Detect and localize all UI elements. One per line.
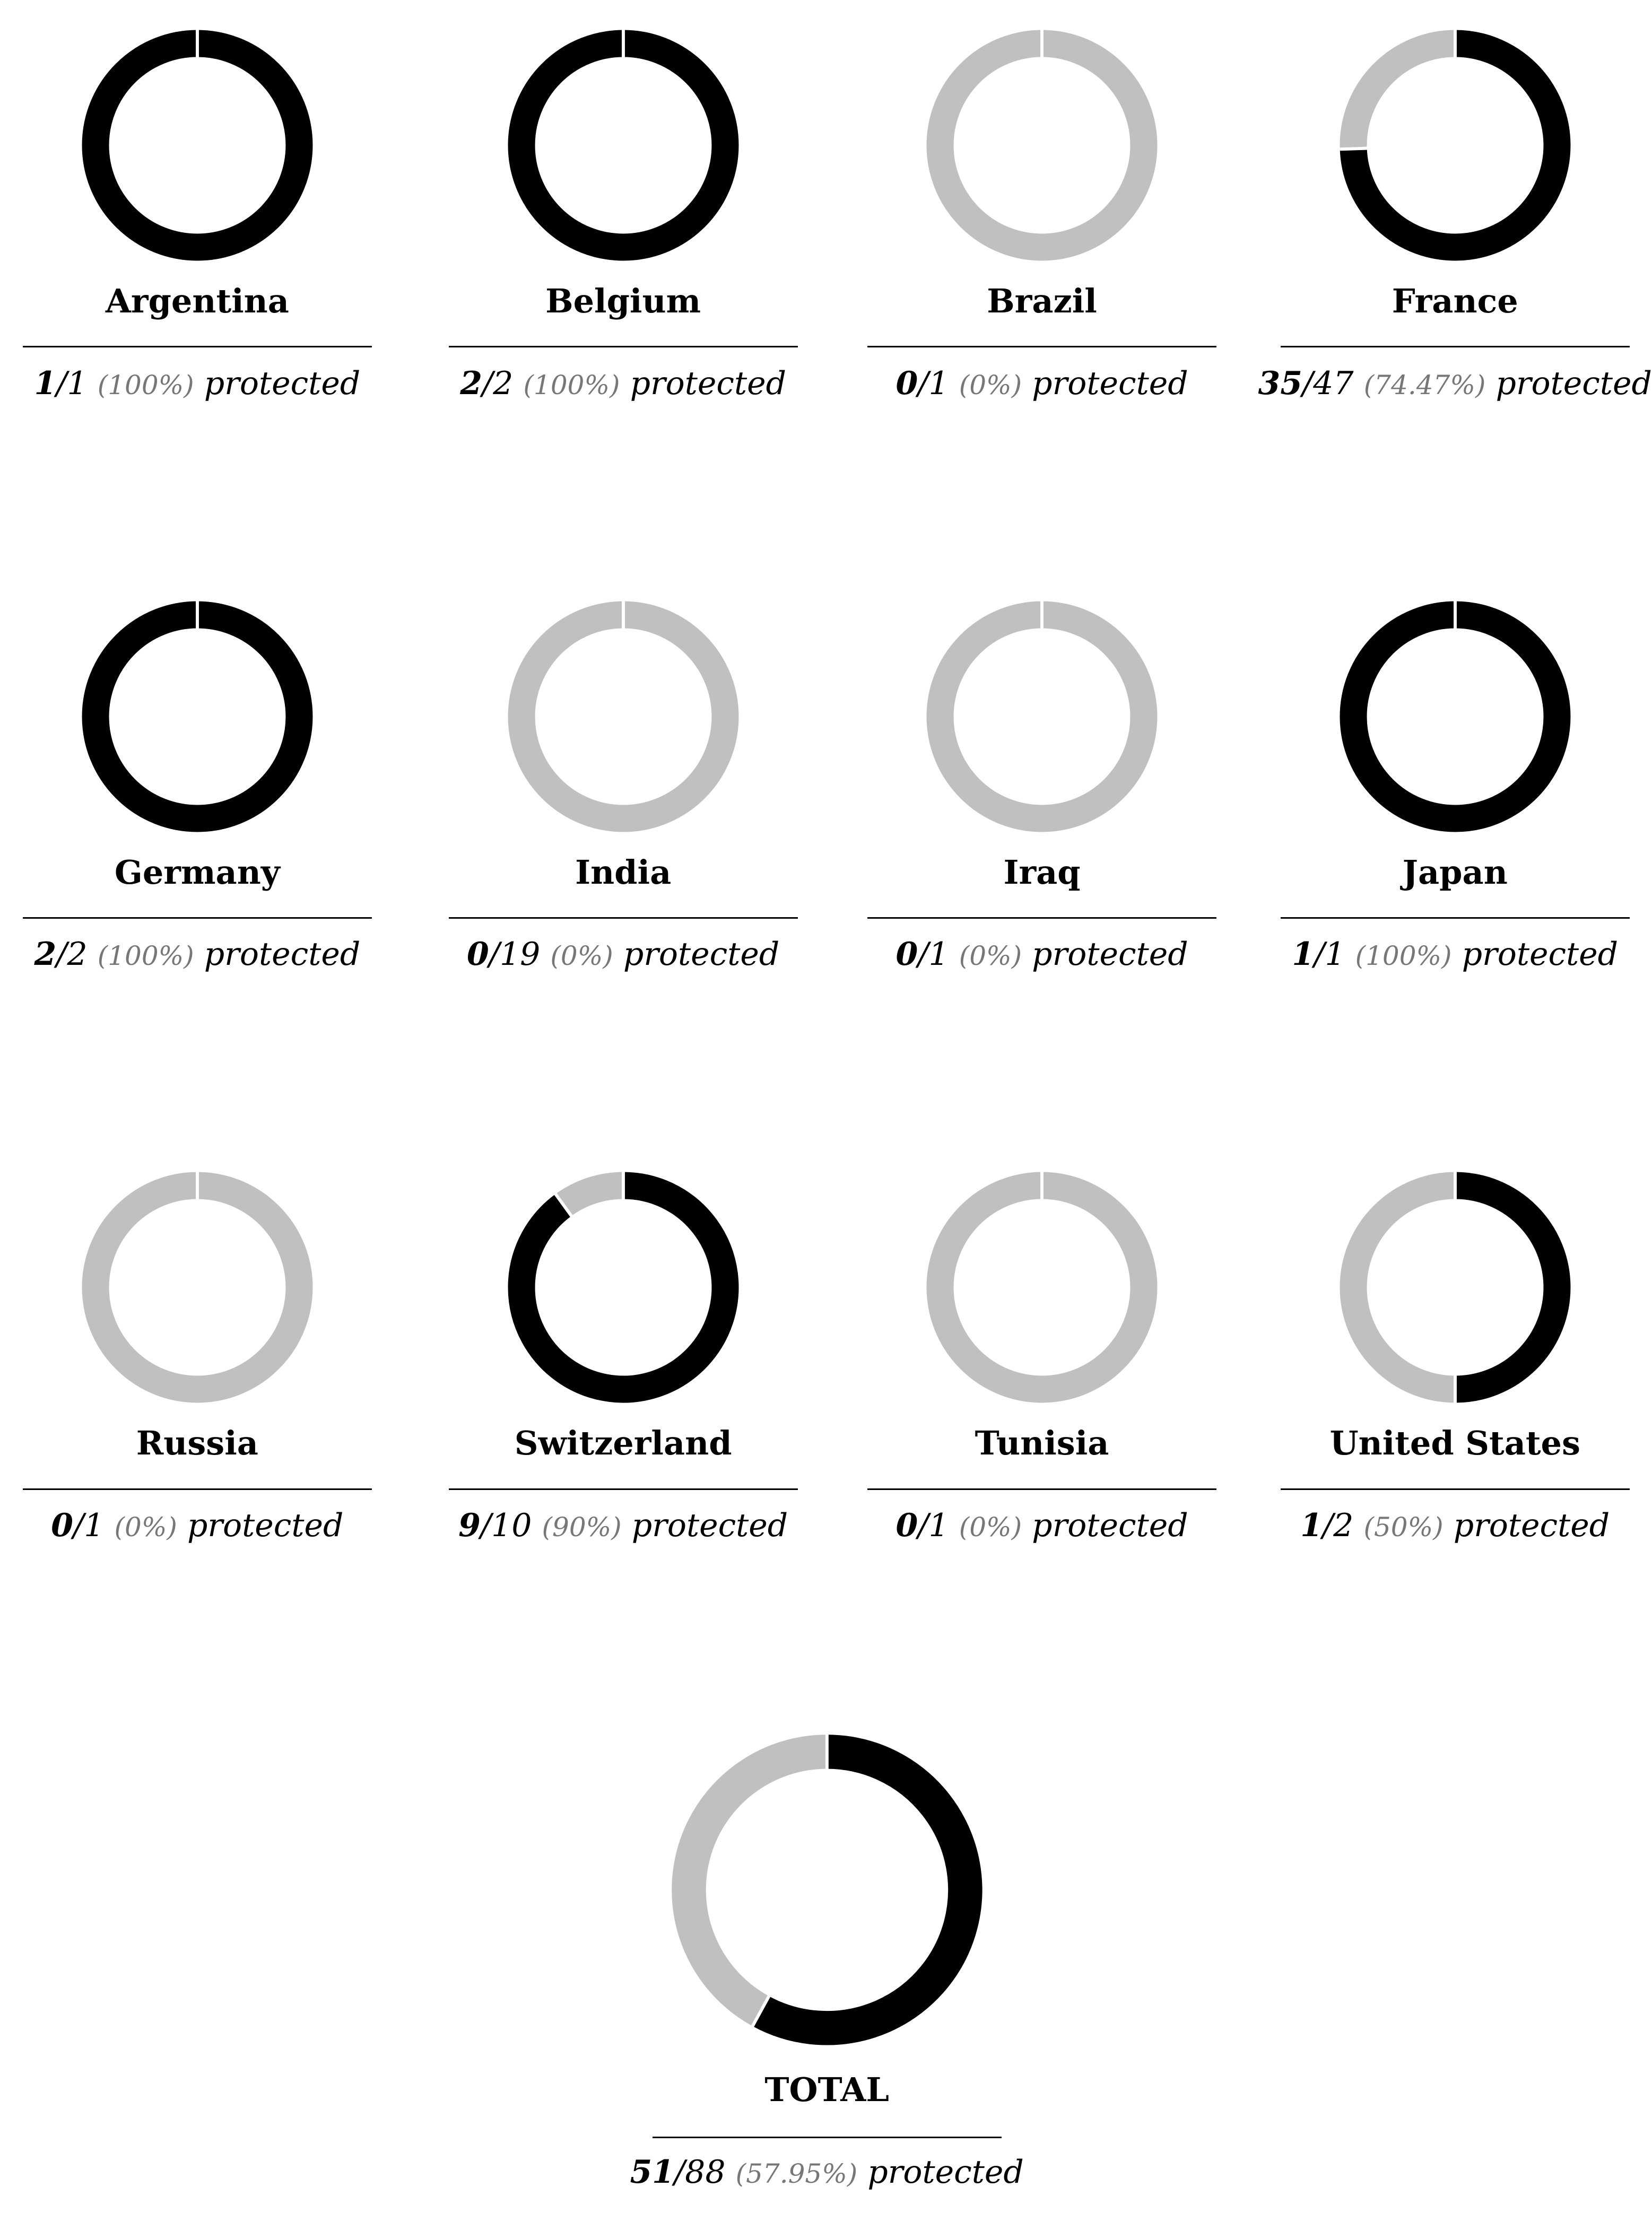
donut-slice-protected-united-states [1455, 1186, 1557, 1389]
donut-chart-argentina [68, 16, 326, 274]
donut-stat-russia: 0/1 (0%) protected [51, 1507, 344, 1545]
protected-count: 1 [1300, 1507, 1323, 1545]
protected-count: 2 [34, 936, 57, 973]
total-count: 2 [1333, 1507, 1354, 1545]
protected-suffix: protected [1032, 364, 1188, 402]
donut-card-argentina [23, 0, 372, 410]
donut-chart-russia [68, 1158, 326, 1416]
donut-stat-total: 51/88 (57.95%) protected [630, 2154, 1024, 2191]
percent-label: (0%) [550, 940, 613, 972]
protected-count: 0 [895, 364, 918, 402]
protected-suffix: protected [630, 364, 787, 402]
donut-slice-unprotected-total [689, 1752, 827, 2011]
donut-title-india: India [575, 852, 672, 892]
percent-label: (100%) [97, 940, 194, 972]
donut-chart-united-states [1326, 1158, 1584, 1416]
protected-suffix: protected [623, 936, 780, 973]
percent-label: (0%) [959, 1512, 1022, 1543]
donut-title-switzerland: Switzerland [514, 1424, 732, 1463]
donut-divider-argentina [23, 346, 372, 347]
percent-label: (74.47%) [1363, 369, 1486, 400]
percent-label: (0%) [959, 940, 1022, 972]
donut-slice-unprotected-switzerland [563, 1186, 623, 1205]
donut-divider-united-states [1281, 1488, 1630, 1490]
donut-card-russia [23, 1142, 372, 1552]
donut-title-argentina: Argentina [105, 282, 289, 320]
donut-chart-france [1326, 16, 1584, 274]
total-count: 1 [67, 364, 88, 402]
donut-stat-united-states: 1/2 (50%) protected [1300, 1507, 1610, 1545]
donut-stat-switzerland: 9/10 (90%) protected [458, 1507, 788, 1545]
donut-divider-russia [23, 1488, 372, 1490]
donut-title-france: France [1392, 282, 1518, 320]
percent-label: (0%) [114, 1512, 177, 1543]
donut-stat-brazil: 0/1 (0%) protected [895, 364, 1188, 402]
donut-card-japan [1281, 571, 1630, 981]
protected-count: 1 [1292, 936, 1315, 973]
percent-label: (100%) [523, 369, 620, 400]
protected-suffix: protected [204, 936, 361, 973]
protected-count: 0 [467, 936, 489, 973]
protected-count: 0 [895, 1507, 918, 1545]
protected-suffix: protected [1462, 936, 1619, 973]
donut-divider-france [1281, 346, 1630, 347]
donut-stat-belgium: 2/2 (100%) protected [460, 364, 787, 402]
protected-count: 51 [630, 2154, 674, 2191]
percent-label: (50%) [1363, 1512, 1444, 1543]
protected-suffix: protected [631, 1507, 788, 1545]
donut-slice-unprotected-united-states [1353, 1186, 1455, 1389]
protected-count: 0 [51, 1507, 74, 1545]
donut-divider-japan [1281, 917, 1630, 919]
protected-suffix: protected [1032, 1507, 1188, 1545]
donut-chart-japan [1326, 588, 1584, 846]
total-count: 47 [1313, 364, 1354, 402]
donut-card-total [630, 0, 1024, 2199]
donut-title-japan: Japan [1402, 852, 1508, 892]
donut-stat-tunisia: 0/1 (0%) protected [895, 1507, 1188, 1545]
protected-suffix: protected [867, 2154, 1024, 2191]
donut-title-united-states: United States [1329, 1424, 1580, 1463]
donut-card-germany [23, 571, 372, 981]
donut-title-iraq: Iraq [1003, 852, 1081, 892]
donut-divider-total [653, 2137, 1002, 2138]
protected-count: 1 [34, 364, 57, 402]
donut-title-brazil: Brazil [987, 282, 1097, 320]
donut-slice-protected-japan [1353, 615, 1557, 818]
percent-label: (100%) [1355, 940, 1452, 972]
donut-separator-france-1 [1338, 148, 1368, 149]
percent-label: (0%) [959, 369, 1022, 400]
protected-suffix: protected [1496, 364, 1652, 402]
protected-count: 35 [1258, 364, 1303, 402]
total-count: 1 [928, 364, 949, 402]
donut-stat-france: 35/47 (74.47%) protected [1258, 364, 1652, 402]
donut-stat-india: 0/19 (0%) protected [467, 936, 780, 973]
protected-count: 2 [460, 364, 483, 402]
total-count: 1 [928, 1507, 949, 1545]
donut-title-germany: Germany [114, 852, 280, 892]
total-count: 2 [493, 364, 514, 402]
protected-suffix: protected [187, 1507, 344, 1545]
donut-card-united-states [1281, 1142, 1630, 1552]
donut-chart-germany [68, 588, 326, 846]
total-count: 1 [1325, 936, 1345, 973]
donut-title-total: TOTAL [764, 2070, 889, 2110]
total-count: 19 [499, 936, 541, 973]
donut-title-belgium: Belgium [545, 282, 701, 320]
donut-slice-protected-argentina [95, 43, 299, 247]
donut-stat-germany: 2/2 (100%) protected [34, 936, 361, 973]
donut-slice-unprotected-russia [95, 1186, 299, 1389]
total-count: 88 [685, 2154, 726, 2191]
total-count: 2 [67, 936, 88, 973]
protected-suffix: protected [1453, 1507, 1610, 1545]
percent-label: (57.95%) [735, 2158, 858, 2190]
donut-slice-protected-total [761, 1752, 965, 2028]
total-count: 1 [84, 1507, 105, 1545]
total-count: 10 [491, 1507, 532, 1545]
protected-count: 9 [458, 1507, 481, 1545]
protected-count: 0 [895, 936, 918, 973]
protected-suffix: protected [1032, 936, 1188, 973]
donut-slice-protected-germany [95, 615, 299, 818]
donut-stat-iraq: 0/1 (0%) protected [895, 936, 1188, 973]
donut-title-russia: Russia [136, 1424, 258, 1463]
percent-label: (100%) [97, 369, 194, 400]
donut-stat-argentina: 1/1 (100%) protected [34, 364, 361, 402]
donut-stat-japan: 1/1 (100%) protected [1292, 936, 1619, 973]
donut-chart-total [655, 1718, 999, 2062]
donut-title-tunisia: Tunisia [975, 1424, 1109, 1463]
donut-slice-unprotected-france [1353, 43, 1455, 149]
percent-label: (90%) [542, 1512, 622, 1543]
donut-divider-germany [23, 917, 372, 919]
protected-suffix: protected [204, 364, 361, 402]
donut-card-france [1258, 0, 1652, 410]
total-count: 1 [928, 936, 949, 973]
